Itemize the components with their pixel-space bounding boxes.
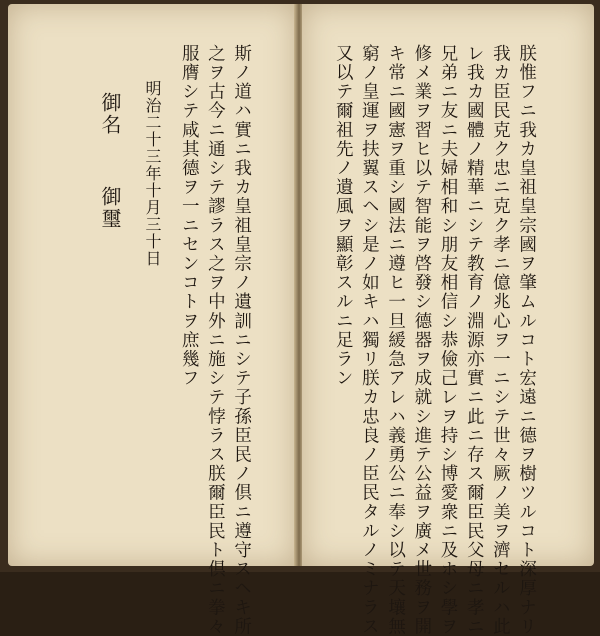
imperial-signature [96, 92, 125, 472]
text-column: 朕惟フニ我カ皇祖皇宗國ヲ肇ムルコト宏遠ニ德ヲ樹ツルコト深厚ナリ [516, 44, 537, 636]
text-column: レ我カ國體ノ精華ニシテ教育ノ淵源亦實ニ此ニ存ス爾臣民父母ニ孝ニ [464, 44, 485, 636]
rescript-text-right [330, 44, 540, 636]
rescript-text-left [176, 44, 255, 636]
text-column: 窮ノ皇運ヲ扶翼スヘシ是ノ如キハ獨リ朕カ忠良ノ臣民タルノミナラス [359, 44, 380, 636]
text-column: 兄弟ニ友ニ夫婦相和シ朋友相信シ恭儉己レヲ持シ博愛衆ニ及ホシ學ヲ [438, 44, 459, 636]
text-column: 又以テ爾祖先ノ遺風ヲ顯彰スルニ足ラン [333, 44, 354, 388]
text-column: 斯ノ道ハ實ニ我カ皇祖皇宗ノ遺訓ニシテ子孫臣民ノ倶ニ遵守スヘキ所 [231, 44, 252, 636]
text-column: 之ヲ古今ニ通シテ謬ラス之ヲ中外ニ施シテ悖ラス朕爾臣民ト倶ニ拳々 [205, 44, 226, 636]
date-line: 明治二十三年十月三十日 [143, 80, 162, 267]
text-column: 修メ業ヲ習ヒ以テ智能ヲ啓發シ德器ヲ成就シ進テ公益ヲ廣メ世務ヲ開 [411, 44, 432, 636]
text-column: キ常ニ國憲ヲ重シ國法ニ遵ヒ一旦緩急アレハ義勇公ニ奉シ以テ天壤無 [385, 44, 406, 636]
signature-name: 御名 [98, 92, 122, 136]
text-column: 服膺シテ咸其德ヲ一ニセンコトヲ庶幾フ [179, 44, 200, 388]
signature-seal: 御璽 [98, 186, 122, 230]
text-column: 我カ臣民克ク忠ニ克ク孝ニ億兆心ヲ一ニシテ世々厥ノ美ヲ濟セルハ此 [490, 44, 511, 636]
